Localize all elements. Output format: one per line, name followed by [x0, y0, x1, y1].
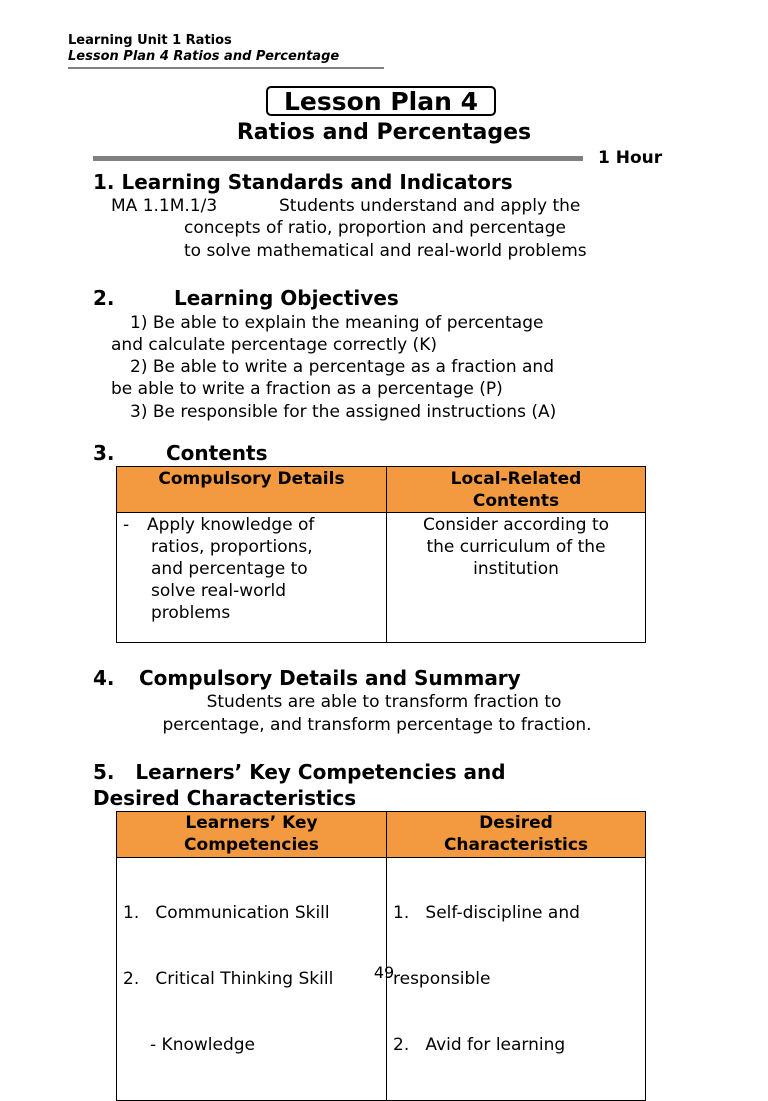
characteristic-line: responsible	[393, 969, 491, 989]
contents-col1-line: ratios, proportions,	[151, 537, 313, 557]
section-3-number: 3.	[93, 441, 115, 465]
contents-col1-cell	[117, 513, 387, 643]
section-3-heading: Contents	[166, 441, 268, 465]
contents-col2-line: the curriculum of the	[426, 537, 606, 557]
contents-col1-line: and percentage to	[151, 559, 308, 579]
characteristic-line: 2. Avid for learning	[393, 1035, 566, 1055]
section-2-number: 2.	[93, 286, 115, 310]
objective-line-1: 1) Be able to explain the meaning of percentage	[130, 313, 544, 333]
page-number: 49	[373, 963, 395, 982]
objective-line-2: and calculate percentage correctly (K)	[111, 335, 437, 355]
contents-col1-line: Apply knowledge of	[147, 515, 315, 535]
header-rule	[68, 67, 384, 69]
competencies-col2-header: Desired Characteristics	[387, 812, 646, 858]
standard-line-2: concepts of ratio, proportion and percentage	[184, 218, 566, 238]
competency-line: 1. Communication Skill	[123, 903, 330, 923]
page-title: Lesson Plan 4	[266, 86, 496, 116]
standard-line-1: Students understand and apply the	[279, 196, 581, 216]
contents-col2-line: Consider according to	[422, 515, 610, 535]
section-2-heading: Learning Objectives	[174, 286, 399, 310]
section-1-heading: 1. Learning Standards and Indicators	[93, 170, 513, 194]
competency-line: - Knowledge	[123, 1035, 256, 1055]
section-4-number: 4.	[93, 666, 115, 690]
standard-line-3: to solve mathematical and real-world problems	[184, 241, 587, 261]
contents-col1-line: solve real-world	[151, 581, 287, 601]
header-unit: Learning Unit 1 Ratios	[68, 33, 232, 48]
duration-label: 1 Hour	[598, 148, 663, 168]
section-5-heading-line-1: 5. Learners’ Key Competencies and	[93, 760, 506, 784]
contents-col1-line: problems	[151, 603, 231, 623]
objective-line-3: 2) Be able to write a percentage as a fraction and	[130, 357, 554, 377]
contents-col2-header: Local-Related Contents	[387, 467, 646, 513]
summary-line-1: Students are able to transform fraction to	[206, 692, 562, 712]
header-plan: Lesson Plan 4 Ratios and Percentage	[68, 49, 340, 64]
summary-line-2: percentage, and transform percentage to fraction.	[162, 715, 592, 735]
competencies-table	[116, 811, 646, 1101]
title-rule	[93, 156, 583, 161]
bullet-dash: -	[123, 515, 130, 535]
objective-line-5: 3) Be responsible for the assigned instructions (A)	[130, 402, 557, 422]
contents-col1-header: Compulsory Details	[117, 467, 387, 513]
section-5-heading-line-2: Desired Characteristics	[93, 786, 357, 810]
running-header	[68, 33, 386, 69]
contents-table	[116, 466, 646, 643]
contents-col2-line: institution	[473, 559, 559, 579]
competency-line: 2. Critical Thinking Skill	[123, 969, 334, 989]
section-4-heading: Compulsory Details and Summary	[139, 666, 521, 690]
characteristic-line: 1. Self-discipline and	[393, 903, 580, 923]
objective-line-4: be able to write a fraction as a percentage (P)	[111, 379, 503, 399]
competencies-col1-header: Learners’ Key Competencies	[117, 812, 387, 858]
page-subtitle: Ratios and Percentages	[236, 120, 532, 145]
standard-code: MA 1.1M.1/3	[111, 196, 218, 216]
contents-col2-cell	[387, 513, 646, 643]
